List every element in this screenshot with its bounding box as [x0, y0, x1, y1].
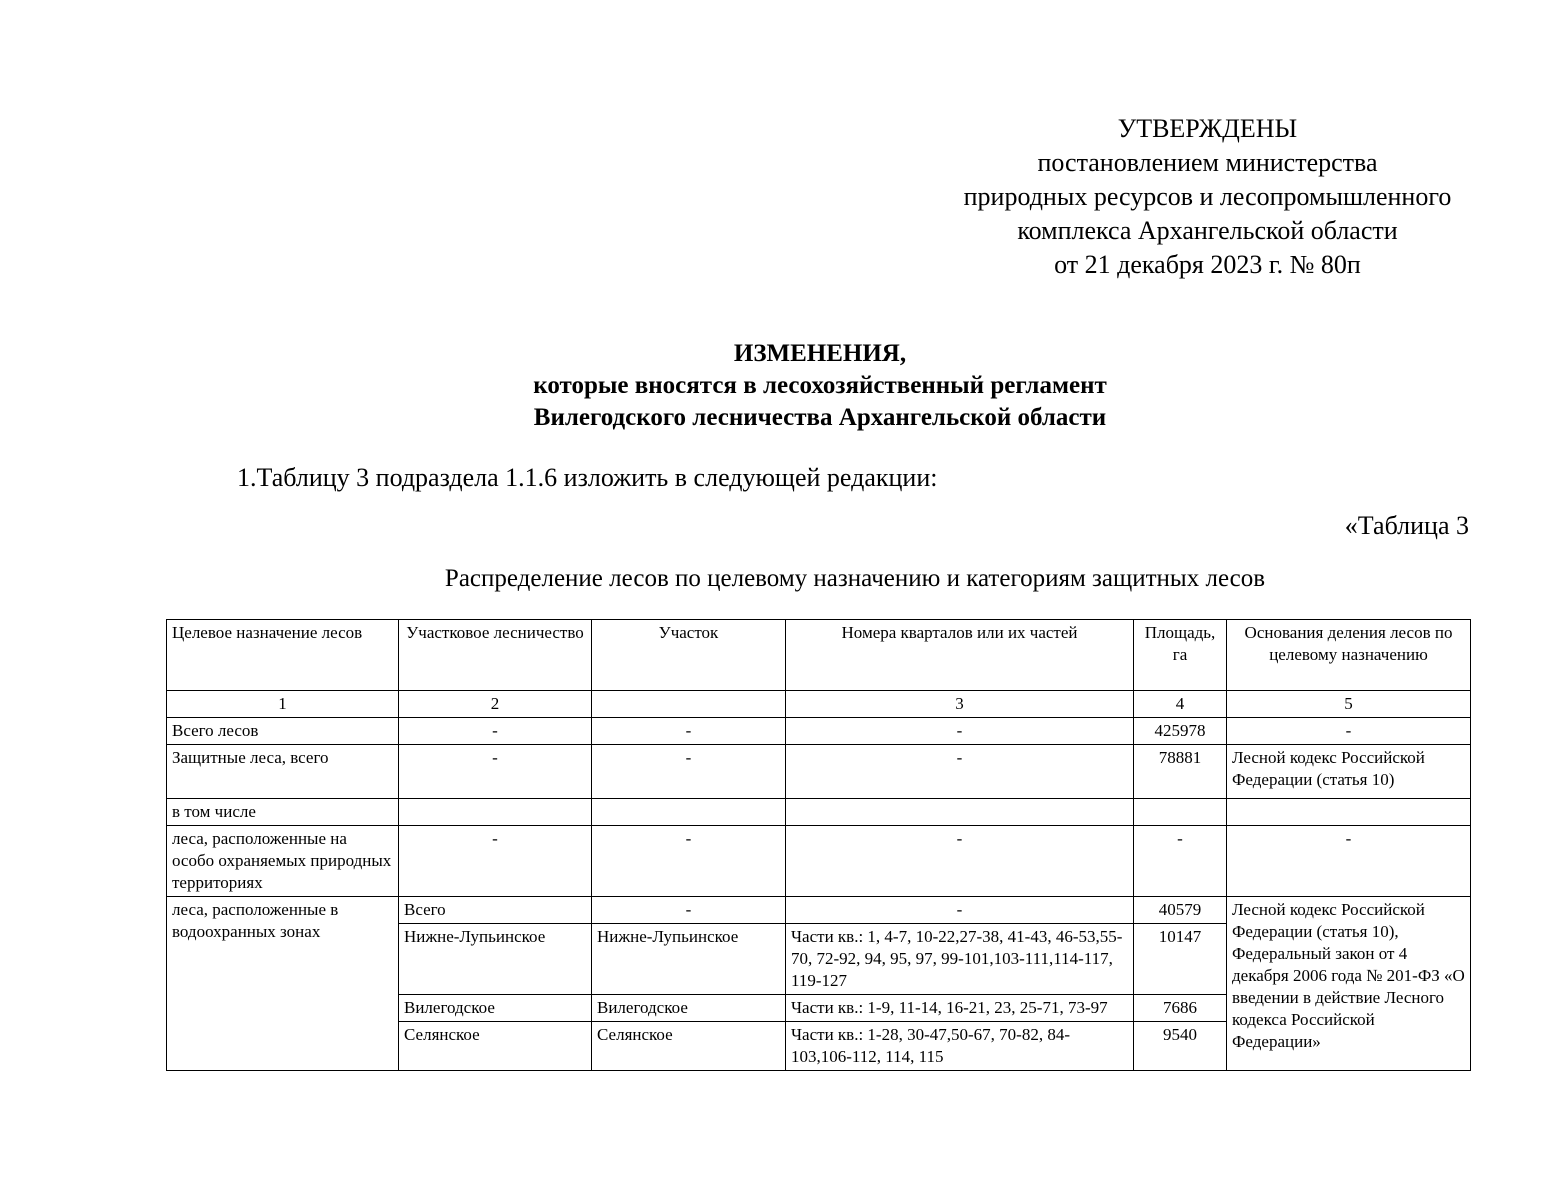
- table-cell: 7686: [1134, 995, 1227, 1022]
- approval-block: [900, 112, 1515, 282]
- table-cell: -: [592, 826, 786, 897]
- table-cell: -: [592, 718, 786, 745]
- table-cell: -: [399, 718, 592, 745]
- table-cell: -: [786, 745, 1134, 799]
- table-cell: Части кв.: 1-28, 30-47,50-67, 70-82, 84-103,106-112, 114, 115: [786, 1022, 1134, 1071]
- table-cell: -: [1134, 826, 1227, 897]
- table-cell: Вилегодское: [399, 995, 592, 1022]
- table-cell: Лесной кодекс Российской Федерации (статья 10): [1227, 745, 1471, 799]
- table-caption: Распределение лесов по целевому назначению и категориям защитных лесов: [444, 565, 1266, 592]
- table-cell: -: [1227, 826, 1471, 897]
- table-cell: -: [1227, 718, 1471, 745]
- table-cell: Селянское: [592, 1022, 786, 1071]
- table-cell: -: [399, 826, 592, 897]
- table-cell: леса, расположенные на особо охраняемых природных территориях: [167, 826, 399, 897]
- title-line: ИЗМЕНЕНИЯ,: [733, 340, 907, 367]
- table-header-cell: Участок: [592, 620, 786, 691]
- table-cell: Селянское: [399, 1022, 592, 1071]
- table-cell: Лесной кодекс Российской Федерации (статья 10), Федеральный закон от 4 декабря 2006 года № 201-ФЗ «О введении в действие Лесного кодекса Российской Федерации»: [1227, 897, 1471, 1071]
- table-header-cell: Целевое назначение лесов: [167, 620, 399, 691]
- table-row: [167, 826, 1471, 897]
- table-row: [167, 718, 1471, 745]
- table-cell: -: [592, 745, 786, 799]
- table-cell: Части кв.: 1-9, 11-14, 16-21, 23, 25-71, 73-97: [786, 995, 1134, 1022]
- table-cell: -: [786, 718, 1134, 745]
- table-cell: Защитные леса, всего: [167, 745, 399, 799]
- table-cell: 425978: [1134, 718, 1227, 745]
- table-cell: 40579: [1134, 897, 1227, 924]
- title-line: которые вносятся в лесохозяйственный регламент: [533, 372, 1107, 399]
- column-number: [592, 691, 786, 718]
- table-row: [167, 745, 1471, 799]
- table-cell: [786, 799, 1134, 826]
- table-cell: -: [786, 897, 1134, 924]
- approval-heading: УТВЕРЖДЕНЫ: [1117, 114, 1298, 143]
- column-number: 1: [167, 691, 399, 718]
- table-cell: 10147: [1134, 924, 1227, 995]
- table-cell: леса, расположенные в водоохранных зонах: [167, 897, 399, 1071]
- table-cell: Всего: [399, 897, 592, 924]
- table-cell: 9540: [1134, 1022, 1227, 1071]
- table-header-cell: Площадь, га: [1134, 620, 1227, 691]
- forest-distribution-table: [166, 619, 1471, 1071]
- table-cell: -: [399, 745, 592, 799]
- title-line: Вилегодского лесничества Архангельской области: [533, 404, 1107, 431]
- table-cell: -: [592, 897, 786, 924]
- table-row: [167, 799, 1471, 826]
- table-label: «Таблица 3: [1344, 511, 1469, 540]
- table-cell: -: [786, 826, 1134, 897]
- document-title: [300, 338, 1340, 434]
- column-number: 4: [1134, 691, 1227, 718]
- table-cell: в том числе: [167, 799, 399, 826]
- table-header-cell: Номера кварталов или их частей: [786, 620, 1134, 691]
- table-header-row: [167, 620, 1471, 691]
- table-header-cell: Участковое лесничество: [399, 620, 592, 691]
- column-number: 3: [786, 691, 1134, 718]
- approval-line: комплекса Архангельской области: [1017, 216, 1398, 245]
- table-cell: 78881: [1134, 745, 1227, 799]
- table-cell: Нижне-Лупьинское: [592, 924, 786, 995]
- column-number: 5: [1227, 691, 1471, 718]
- approval-line: природных ресурсов и лесопромышленного: [963, 182, 1452, 211]
- table-cell: [399, 799, 592, 826]
- table-cell: [592, 799, 786, 826]
- approval-line: постановлением министерства: [1037, 148, 1378, 177]
- table-row: [167, 897, 1471, 924]
- table-cell: Нижне-Лупьинское: [399, 924, 592, 995]
- table-cell: Части кв.: 1, 4-7, 10-22,27-38, 41-43, 46-53,55-70, 72-92, 94, 95, 97, 99-101,103-111,114-117, 119-127: [786, 924, 1134, 995]
- table-cell: [1134, 799, 1227, 826]
- table-cell: Вилегодское: [592, 995, 786, 1022]
- table-header-cell: Основания деления лесов по целевому назначению: [1227, 620, 1471, 691]
- table-column-numbers-row: [167, 691, 1471, 718]
- approval-date: от 21 декабря 2023 г. № 80п: [1054, 250, 1361, 279]
- item-paragraph: 1.Таблицу 3 подраздела 1.1.6 изложить в следующей редакции:: [237, 463, 938, 492]
- column-number: 2: [399, 691, 592, 718]
- table-cell: [1227, 799, 1471, 826]
- table-cell: Всего лесов: [167, 718, 399, 745]
